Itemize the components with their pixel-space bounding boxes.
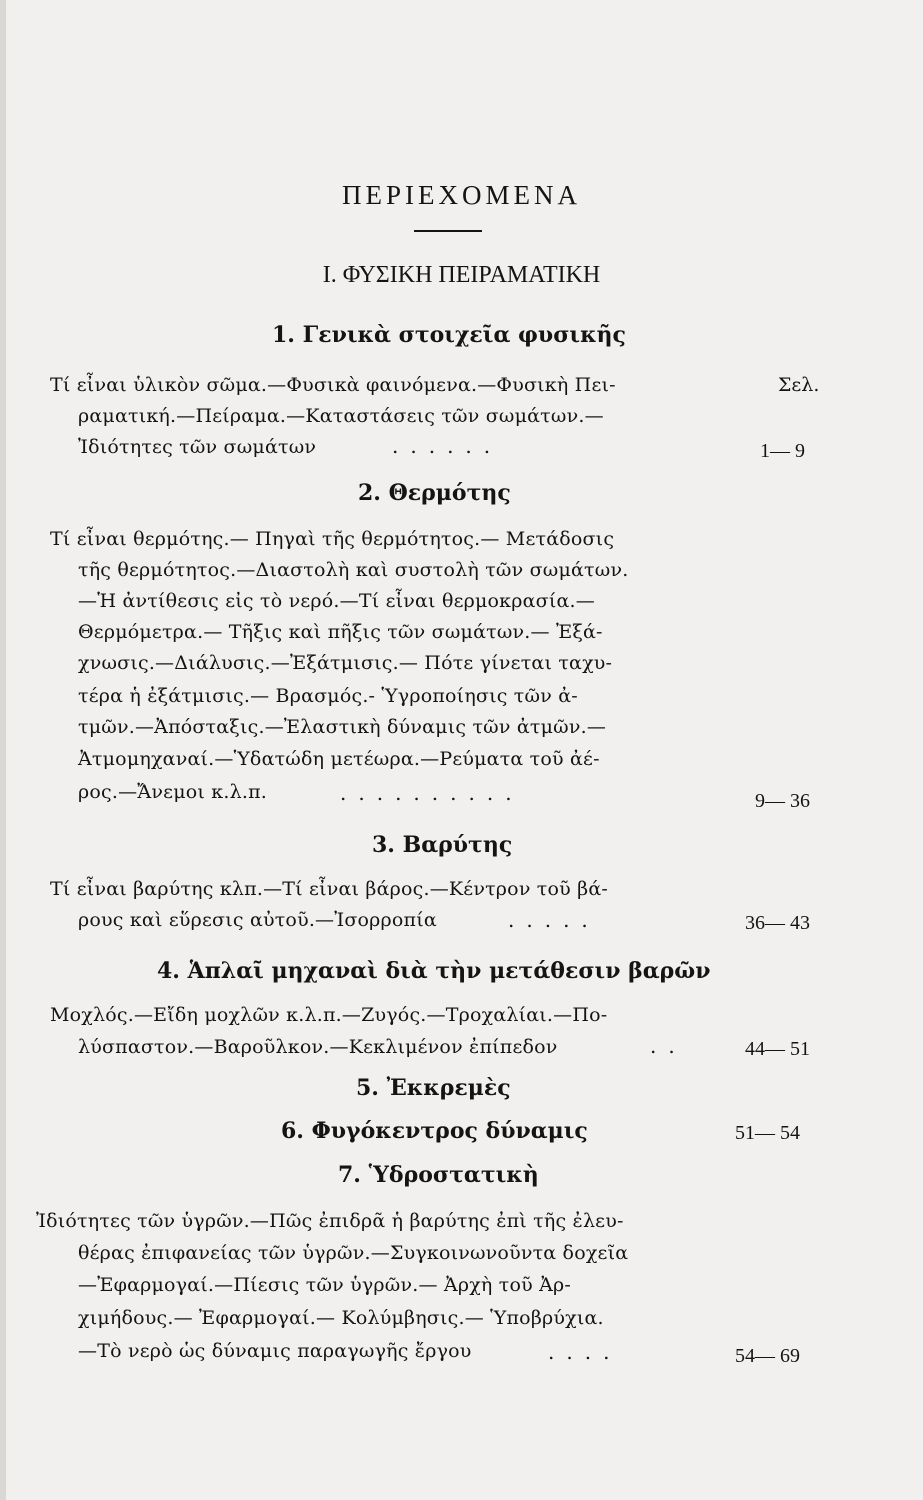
section-2-heading: 2. Θερμότης [358,480,511,506]
section-1-line: ραματική.—Πείραμα.—Καταστάσεις τῶν σωμάτων.— [78,405,604,427]
page-column-label: Σελ. [778,374,820,396]
section-5-heading: 5. Ἐκκρεμὲς [356,1075,511,1101]
section-3-pages: 36— 43 [745,912,810,934]
part-heading: Ι. ΦΥΣΙΚΗ ΠΕΙΡΑΜΑΤΙΚΗ [322,262,601,288]
section-7-line: —Τὸ νερὸ ὡς δύναμις παραγωγῆς ἔργου [78,1340,472,1362]
section-7-line: θέρας ἐπιφανείας τῶν ὑγρῶν.—Συγκοινωνοῦντα δοχεῖα [78,1242,629,1264]
section-2-line: Θερμόμετρα.— Τῆξις καὶ πῆξις τῶν σωμάτων.— Ἐξά- [78,621,603,643]
section-7-pages: 54— 69 [735,1345,800,1367]
section-1-heading: 1. Γενικὰ στοιχεῖα φυσικῆς [272,322,626,348]
leader-dots: .. [650,1034,687,1058]
section-2-line: —Ἡ ἀντίθεσις εἰς τὸ νερό.—Τί εἶναι θερμοκρασία.— [78,590,595,612]
section-2-line: ρος.—Ἄνεμοι κ.λ.π. [78,781,268,803]
section-2-line: τμῶν.—Ἀπόσταξις.—Ἐλαστικὴ δύναμις τῶν ἀτμῶν.— [78,716,607,738]
section-7-line: Ἰδιότητες τῶν ὑγρῶν.—Πῶς ἐπιδρᾶ ἡ βαρύτης ἐπὶ τῆς ἐλευ- [36,1210,624,1232]
section-1-line: Ἰδιότητες τῶν σωμάτων [78,436,317,458]
section-1-pages: 1— 9 [760,440,805,462]
section-7-line: χιμήδους.— Ἐφαρμογαί.— Κολύμβησις.— Ὑποβρύχια. [78,1307,604,1329]
section-6-heading: 6. Φυγόκεντρος δύναμις [281,1118,588,1144]
section-2-line: τῆς θερμότητος.—Διαστολὴ καὶ συστολὴ τῶν σωμάτων. [78,559,629,581]
section-3-heading: 3. Βαρύτης [372,832,513,858]
section-4-heading: 4. Ἁπλαῖ μηχαναὶ διὰ τὴν μετάθεσιν βαρῶν [157,958,711,984]
section-7-heading: 7. Ὑδροστατικὴ [338,1162,539,1188]
section-2-line: Ἀτμομηχαναί.—Ὑδατώδη μετέωρα.—Ρεύματα τοῦ ἀέ- [78,748,600,770]
leader-dots: ..... [508,908,600,932]
section-3-line: ρους καὶ εὕρεσις αὐτοῦ.—Ἰσορροπία [78,909,437,931]
section-4-pages: 44— 51 [745,1038,810,1060]
section-4-line: Μοχλός.—Εἴδη μοχλῶν κ.λ.π.—Ζυγός.—Τροχαλίαι.—Πο- [50,1004,608,1026]
leader-dots: ...... [392,434,503,458]
section-2-line: Τί εἶναι θερμότης.— Πηγαὶ τῆς θερμότητος.— Μετάδοσις [50,528,615,550]
section-2-line: χνωσις.—Διάλυσις.—Ἐξάτμισις.— Πότε γίνεται ταχυ- [78,652,613,674]
section-4-line: λύσπαστον.—Βαροῦλκον.—Κεκλιμένον ἐπίπεδον [78,1036,558,1058]
section-7-line: —Ἐφαρμογαί.—Πίεσις τῶν ὑγρῶν.— Ἀρχὴ τοῦ Ἀρ- [78,1274,572,1296]
leader-dots: .......... [340,781,524,805]
section-6-pages: 51— 54 [735,1122,800,1144]
section-2-pages: 9— 36 [755,790,810,812]
leader-dots: .... [548,1340,622,1364]
section-1-line: Τί εἶναι ὑλικὸν σῶμα.—Φυσικὰ φαινόμενα.—Φυσικὴ Πει- [50,374,616,396]
title-rule [414,230,482,232]
page-edge [0,0,6,1500]
page-title: ΠΕΡΙΕΧΟΜΕΝΑ [342,180,581,210]
section-2-line: τέρα ἡ ἐξάτμισις.— Βρασμός.- Ὑγροποίησις τῶν ἀ- [78,685,578,707]
section-3-line: Τί εἶναι βαρύτης κλπ.—Τί εἶναι βάρος.—Κέντρον τοῦ βά- [50,878,608,900]
